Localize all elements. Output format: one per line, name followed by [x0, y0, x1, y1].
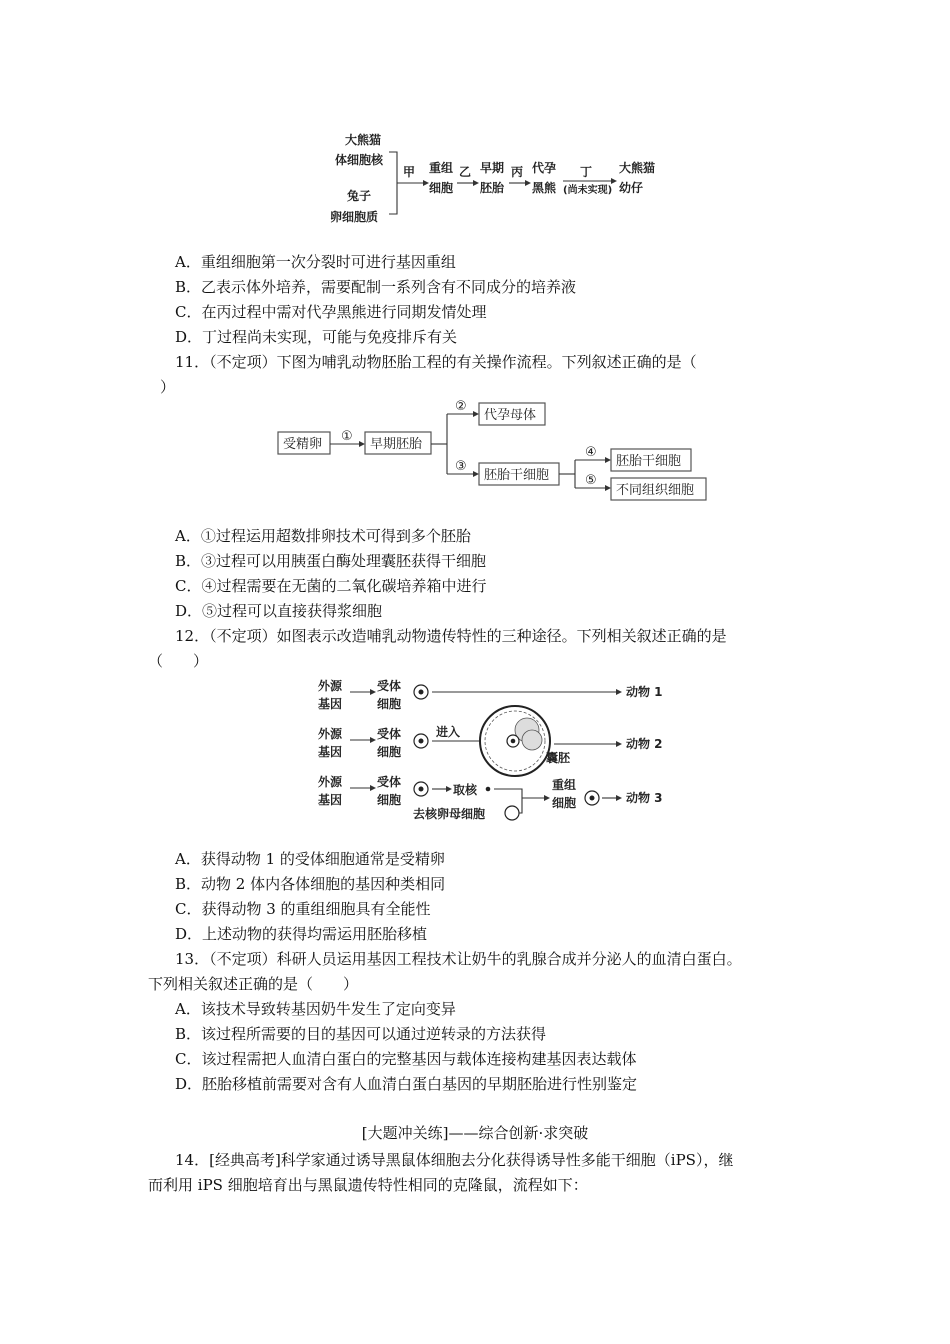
q10-step-jia: 甲: [403, 165, 416, 179]
q12-row1-recip-b: 细胞: [377, 697, 402, 711]
q12-option-d: D．上述动物的获得均需运用胚胎移植: [175, 925, 428, 943]
q12-row2-recip-b: 细胞: [377, 745, 402, 759]
q10-not-realized: (尚未实现): [563, 185, 613, 196]
q12-animal3: 动物 3: [626, 791, 663, 805]
q11-circle-3: ③: [455, 459, 467, 474]
q11-stem-end: ）: [160, 378, 176, 396]
q12-row1-exo-b: 基因: [318, 697, 343, 711]
section-title: [大题冲关练]——综合创新·求突破: [361, 1124, 589, 1142]
q12-row1-exo-a: 外源: [318, 679, 343, 693]
q13-stem: 13．（不定项）科研人员运用基因工程技术让奶牛的乳腺合成并分泌人的血清白蛋白。: [175, 950, 742, 968]
q12-oocyte-circle: [505, 806, 519, 820]
q10-panda-label-b: 体细胞核: [335, 153, 384, 167]
q12-row3-recomb-a: 重组: [552, 778, 577, 792]
q11-embryonic-stem-cell: 胚胎干细胞: [484, 468, 550, 483]
q11-stem: 11．（不定项）下图为哺乳动物胚胎工程的有关操作流程。下列叙述正确的是（: [175, 353, 697, 371]
q11-embryonic-stem-cell-2: 胚胎干细胞: [616, 454, 682, 469]
q12-stem-end: （ ）: [148, 652, 209, 670]
q12-row3-exo-b: 基因: [318, 793, 343, 807]
q10-rabbit-label-b: 卵细胞质: [330, 210, 379, 224]
q11-early-embryo: 早期胚胎: [370, 437, 423, 452]
q12-option-c: C．获得动物 3 的重组细胞具有全能性: [175, 900, 431, 918]
q11-surrogate-mother: 代孕母体: [484, 408, 537, 423]
q10-early-a: 早期: [480, 161, 505, 175]
q14-stem-cont: 而利用 iPS 细胞培育出与黑鼠遗传特性相同的克隆鼠，流程如下：: [148, 1176, 588, 1194]
q12-take-nucleus: 取核: [453, 783, 478, 797]
q12-row3-recip-a: 受体: [377, 775, 402, 789]
q12-pathways-diagram: [310, 674, 690, 826]
q12-row3-recomb-b: 细胞: [552, 796, 577, 810]
q12-nucleus-dot: [486, 787, 491, 792]
q13-option-b: B．该过程所需要的目的基因可以通过逆转录的方法获得: [175, 1025, 547, 1043]
q10-recomb-a: 重组: [429, 161, 454, 175]
q10-panda-label-a: 大熊猫: [345, 133, 382, 147]
q11-circle-4: ④: [585, 445, 597, 460]
q10-surrogate-b: 黑熊: [532, 181, 557, 195]
q12-enter-label: 进入: [436, 725, 461, 739]
q11-circle-1: ①: [341, 429, 353, 444]
q10-surrogate-a: 代孕: [532, 161, 557, 175]
q12-animal2: 动物 2: [626, 737, 663, 751]
q12-row1-recip-a: 受体: [377, 679, 402, 693]
q11-flow-diagram: [275, 398, 715, 508]
q10-recomb-b: 细胞: [429, 181, 454, 195]
q13-option-c: C．该过程需把人血清白蛋白的完整基因与载体连接构建基因表达载体: [175, 1050, 637, 1068]
q10-cub-b: 幼仔: [619, 181, 644, 195]
q12-blastocyst-label: 囊胚: [546, 751, 571, 765]
q10-option-a: A．重组细胞第一次分裂时可进行基因重组: [175, 253, 456, 271]
q12-stem: 12．（不定项）如图表示改造哺乳动物遗传特性的三种途径。下列相关叙述正确的是: [175, 627, 727, 645]
q12-option-a: A．获得动物 1 的受体细胞通常是受精卵: [175, 850, 445, 868]
q10-step-bing: 丙: [511, 165, 524, 179]
q11-option-d: D．⑤过程可以直接获得浆细胞: [175, 602, 383, 620]
q10-early-b: 胚胎: [480, 181, 505, 195]
q12-row2-exo-b: 基因: [318, 745, 343, 759]
q10-step-yi: 乙: [459, 165, 472, 179]
q10-bracket: [389, 152, 397, 214]
q11-circle-5: ⑤: [585, 473, 597, 488]
q10-option-b: B．乙表示体外培养，需要配制一系列含有不同成分的培养液: [175, 278, 577, 296]
q10-cub-a: 大熊猫: [619, 161, 656, 175]
q12-animal1: 动物 1: [626, 685, 663, 699]
q10-option-d: D．丁过程尚未实现，可能与免疫排斥有关: [175, 328, 458, 346]
q14-stem: 14．[经典高考]科学家通过诱导黑鼠体细胞去分化获得诱导性多能干细胞（iPS），继: [175, 1151, 734, 1169]
q11-circle-2: ②: [455, 399, 467, 414]
q12-blastocyst-graphic: [480, 706, 550, 776]
q12-row3-recip-b: 细胞: [377, 793, 402, 807]
q13-stem-cont: 下列相关叙述正确的是（ ）: [148, 975, 359, 993]
q12-row3-exo-a: 外源: [318, 775, 343, 789]
q12-enucleated-oocyte: 去核卵母细胞: [413, 807, 486, 821]
q11-option-c: C．④过程需要在无菌的二氧化碳培养箱中进行: [175, 577, 487, 595]
q13-option-d: D．胚胎移植前需要对含有人血清白蛋白基因的早期胚胎进行性别鉴定: [175, 1075, 638, 1093]
q12-row2-recip-a: 受体: [377, 727, 402, 741]
q10-flow-diagram: [325, 128, 665, 233]
q11-different-tissue: 不同组织细胞: [616, 483, 695, 498]
q13-option-a: A．该技术导致转基因奶牛发生了定向变异: [175, 1000, 456, 1018]
q11-option-b: B．③过程可以用胰蛋白酶处理囊胚获得干细胞: [175, 552, 487, 570]
q12-row2-exo-a: 外源: [318, 727, 343, 741]
q11-fertilized-egg: 受精卵: [283, 437, 323, 452]
q11-option-a: A．①过程运用超数排卵技术可得到多个胚胎: [175, 527, 471, 545]
q10-step-ding: 丁: [580, 165, 593, 179]
q10-option-c: C．在丙过程中需对代孕黑熊进行同期发情处理: [175, 303, 487, 321]
q12-option-b: B．动物 2 体内各体细胞的基因种类相同: [175, 875, 446, 893]
q10-rabbit-label-a: 兔子: [347, 189, 372, 203]
